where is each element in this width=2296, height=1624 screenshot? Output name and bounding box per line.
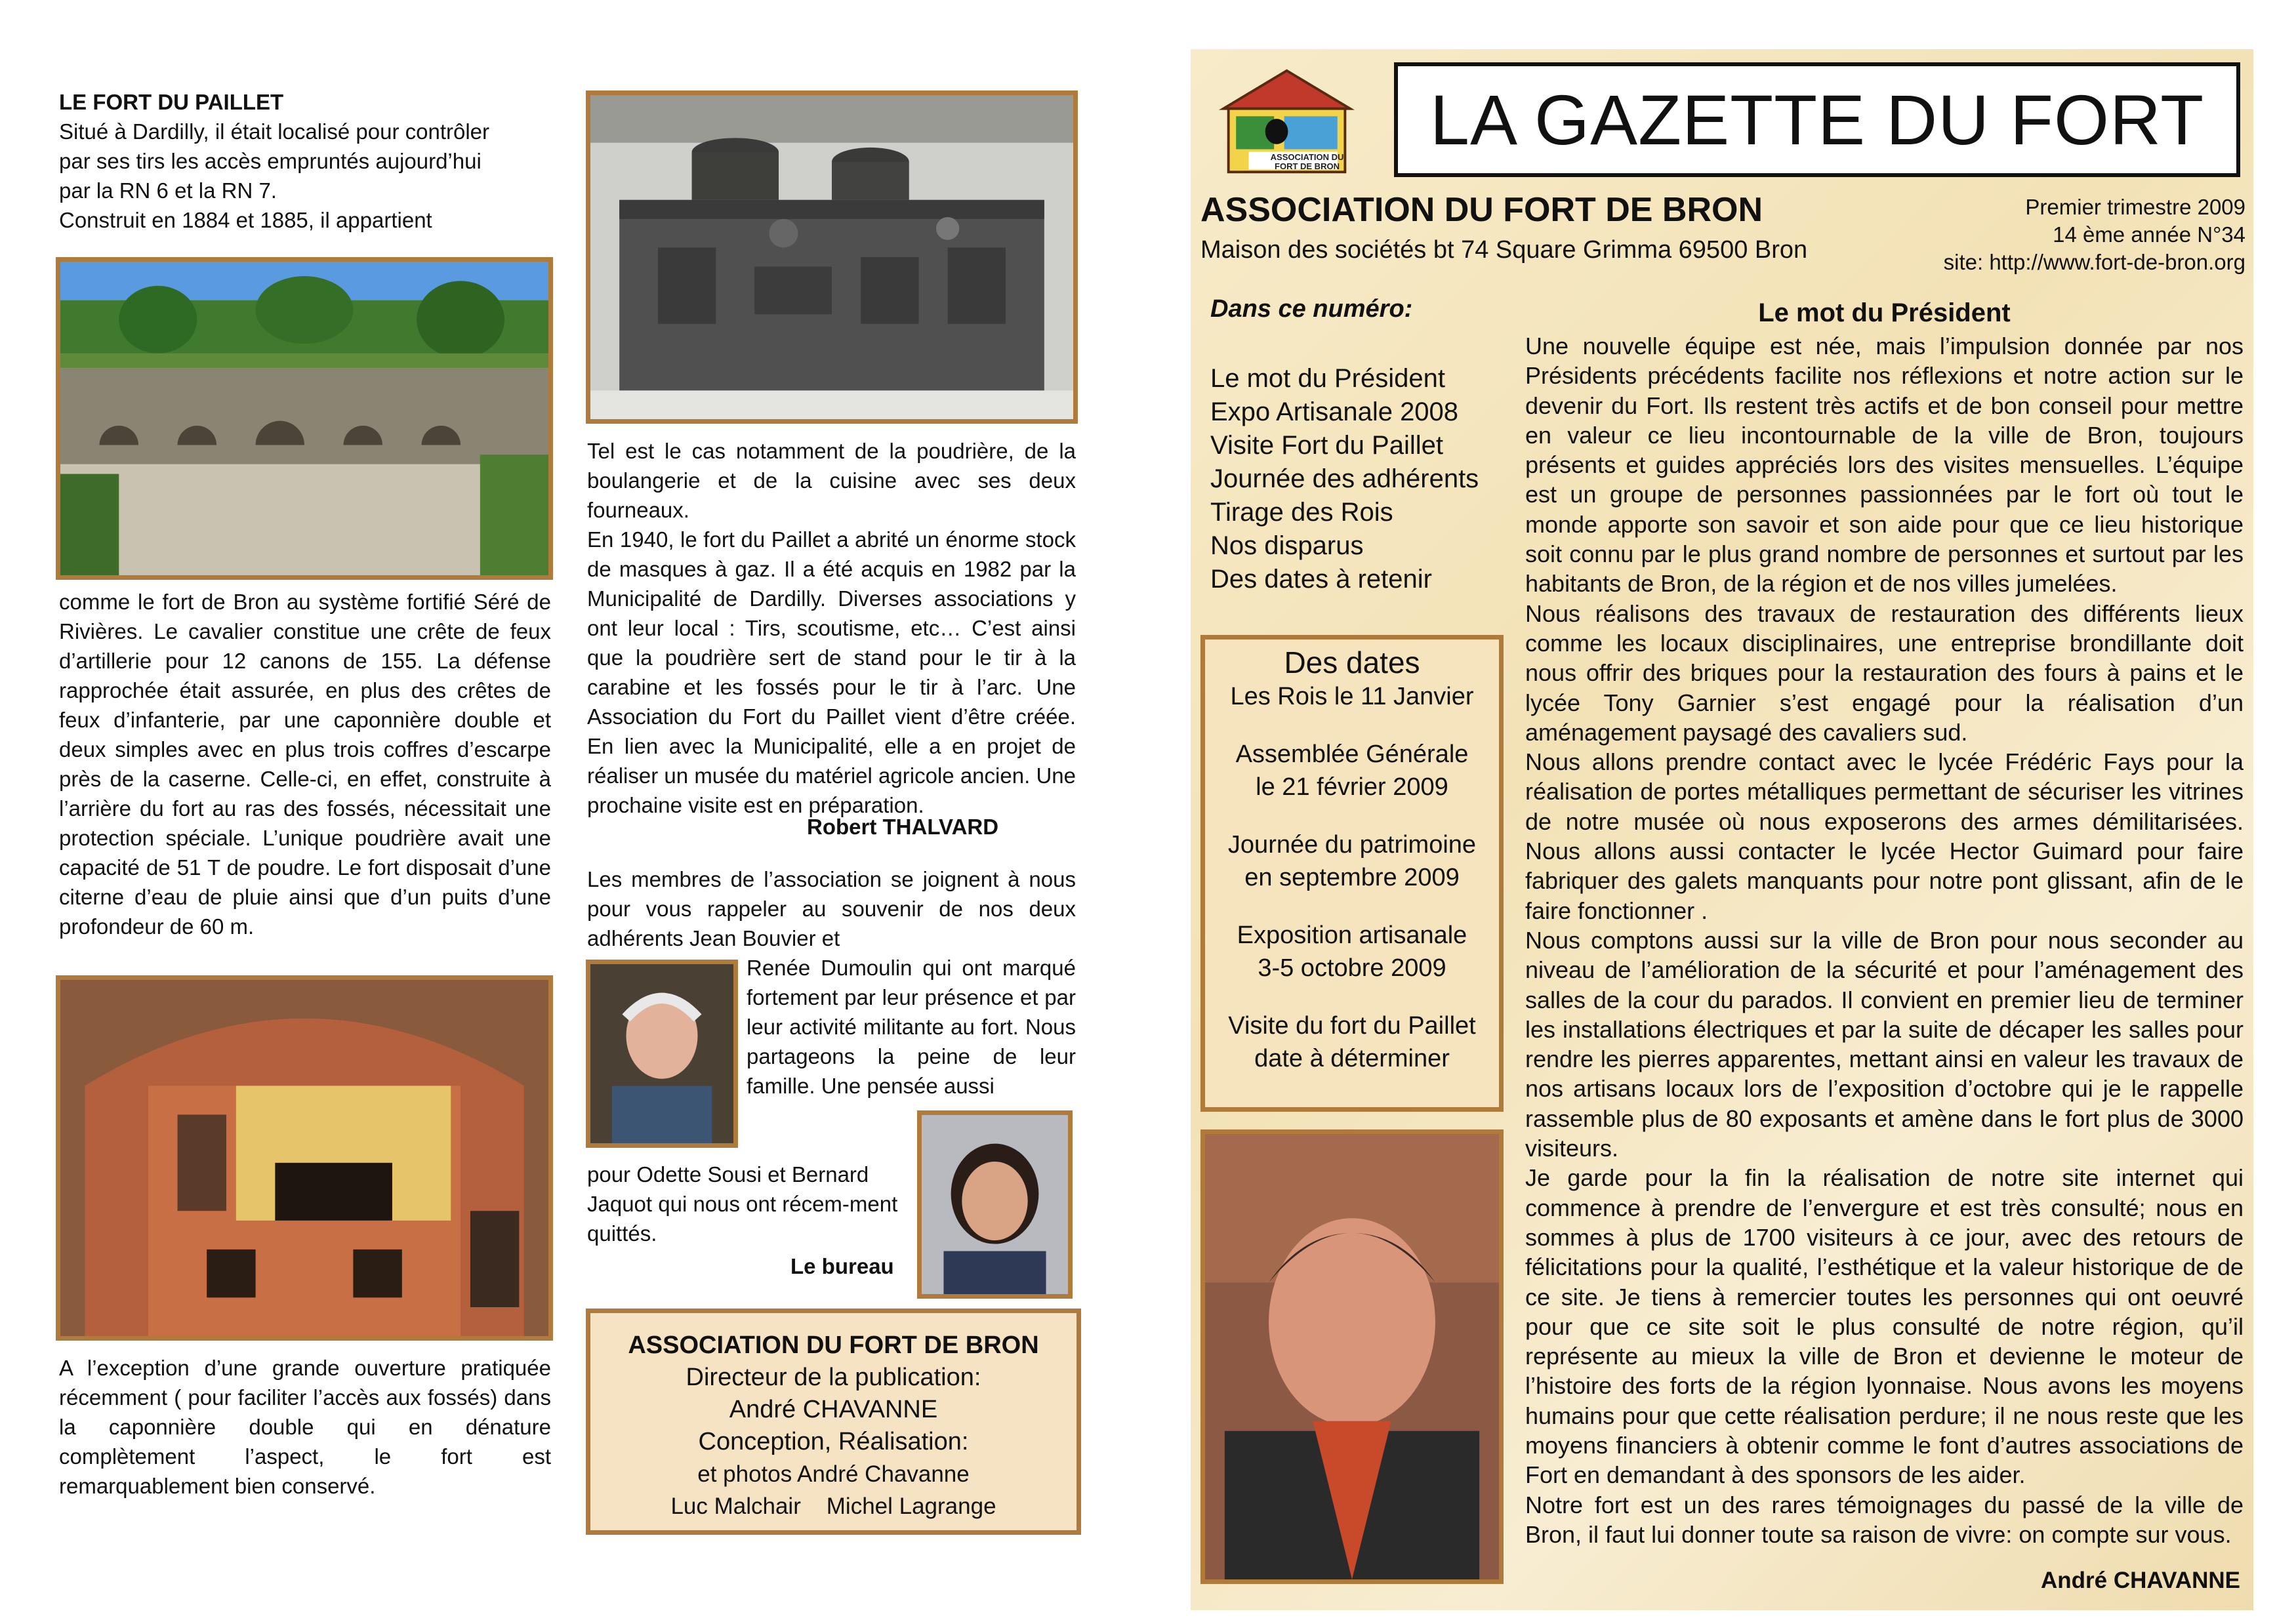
logo-caption: ASSOCIATION DU FORT DE BRON <box>1270 152 1344 171</box>
gazette-title: LA GAZETTE DU FORT <box>1429 80 2205 159</box>
portrait-odette-sousi <box>917 1110 1073 1299</box>
credits-line: Directeur de la publication: <box>686 1364 981 1391</box>
site-url: site: http://www.fort-de-bron.org <box>1943 250 2245 274</box>
date-entry: Visite du fort du Paillet <box>1228 1012 1476 1040</box>
issue-period: Premier trimestre 2009 <box>2025 195 2245 219</box>
date-entry: Assemblée Générale <box>1235 741 1469 768</box>
middle-text-b: En 1940, le fort du Paillet a abrité un énorme stock de masques à gaz. Il a été acquis en 1982 par la Municipalité de Dardilly. Diverses associations y ont leur local : Tirs, scoutisme, etc… C’est ainsi que la poudrière sert de stand pour le tir à la carabine et les fossés pour le tir à l’arc. Une Association du Fort du Paillet vient d’être créée. En lien avec la Municipalité, elle a en projet de réaliser un musée du matériel agricole ancien. Une prochaine visite est en préparation. <box>587 527 1076 817</box>
bakery-oven-photo <box>56 975 553 1341</box>
portrait-jean-bouvier <box>586 960 738 1148</box>
issue-info <box>1944 193 2245 276</box>
article-body: comme le fort de Bron au système fortifié Séré de Rivières. Le cavalier constitue une crête de feux d’artillerie pour 12 canons de 155. La défense rapprochée était assurée, en plus des crêtes de feux d’infanterie, par une caponnière double et deux simples avec en plus trois coffres d’escarpe près de la caserne. Celle-ci, en effet, construite à l’arrière du fort au ras des fossés, nécessitait une protection spéciale. L’unique poudrière avait une capacité de 51 T de poudre. Le fort disposait d’une citerne d’eau de pluie ainsi que d’un puits d’une profondeur de 60 m. <box>59 590 551 939</box>
left-column-top <box>59 87 551 235</box>
toc-title: Dans ce numéro: <box>1210 295 1413 323</box>
author-le-bureau: Le bureau <box>790 1254 894 1278</box>
author-robert-thalvard: Robert THALVARD <box>807 815 999 839</box>
president-paragraph: Je garde pour la fin la réalisation de notre site internet qui commence à prendre de l’envergure et est très consulté; nous en sommes à plus de 1700 visiteurs à ce jour, avec des retours de félicitations pour la qualité, l’esthétique et la valeur historique de de ce site. Je tiens à remercier toutes les personnes qui ont oeuvré pour que ce site soit le plus consulté de notre région, qu’il représente au mieux la ville de Bron et devienne le moteur de l’histoire des forts de la région lyonnaise. Nous avons les moyens humains pour que cette réalisation perdure; il ne nous reste que les moyens financiers à obtenir comme le font d’autres associations de Fort en demandant à des sponsors de les aider. <box>1525 1164 2244 1489</box>
association-name: ASSOCIATION DU FORT DE BRON <box>1200 191 1763 229</box>
kitchen-stove-photo <box>586 91 1078 424</box>
president-paragraph: Nous réalisons des travaux de restauration des différents lieux comme les locaux disciplinaires, une entreprise brondillante doit nous offrir des briques pour la restauration des fours à pains et le lycée Tony Garnier s’est engagé pour la réalisation d’un aménagement paysagé des cavaliers sud. <box>1525 599 2244 746</box>
credits-line: Conception, Réalisation: <box>698 1428 969 1455</box>
date-entry: Les Rois le 11 Janvier <box>1230 683 1474 710</box>
president-paragraph: Notre fort est un des rares témoignages du passé de la ville de Bron, il faut lui donner toute sa raison de vivre: on compte sur vous. <box>1525 1491 2244 1548</box>
toc-item: Journée des adhérents <box>1210 464 1479 493</box>
portrait-andre-chavanne <box>1200 1129 1504 1584</box>
credits-assoc: ASSOCIATION DU FORT DE BRON <box>628 1331 1039 1359</box>
toc-item: Tirage des Rois <box>1210 498 1393 527</box>
middle-text-a: Tel est le cas notamment de la poudrière, de la boulangerie et de la cuisine avec ses deux fourneaux. <box>587 439 1076 522</box>
intro-line: Situé à Dardilly, il était localisé pour contrôler <box>59 119 490 144</box>
memorial-text-side: Renée Dumoulin qui ont marqué fortement par leur présence et par leur activité militante au fort. Nous partageons la peine de leur famille. Une pensée aussi <box>747 956 1076 1098</box>
fort-facade-photo <box>56 257 553 580</box>
credits-box <box>586 1309 1081 1535</box>
president-paragraph: Nous comptons aussi sur la ville de Bron pour nous seconder au niveau de l’amélioration de la sécurité et pour l’aménagement des salles de la cour du parados. Il convient en premier lieu de terminer les installations électriques et par la suite de décaper les salles pour rendre les pierres apparentes, mettant ainsi en valeur les travaux de nos artisans locaux lors de l’exposition d’octobre qui je le rappelle rassemble plus de 80 exposants et amène dans le fort plus de 3000 visiteurs. <box>1525 926 2244 1162</box>
article-heading: LE FORT DU PAILLET <box>59 90 284 114</box>
toc-item: Nos disparus <box>1210 531 1364 560</box>
toc-list <box>1210 362 1479 596</box>
intro-line: Construit en 1884 et 1885, il appartient <box>59 208 432 232</box>
president-title: Le mot du Président <box>1758 298 2011 327</box>
article-end: A l’exception d’une grande ouverture pratiquée récemment ( pour faciliter l’accès aux fossés) dans la caponnière double qui en dénature complètement l’aspect, le fort est remarquablement bien conservé. <box>59 1356 551 1498</box>
date-entry: Journée du patrimoine <box>1227 831 1477 859</box>
president-article <box>1525 331 2244 1549</box>
intro-line: par la RN 6 et la RN 7. <box>59 178 277 203</box>
dates-box <box>1200 635 1504 1112</box>
dates-title: Des dates <box>1284 645 1420 680</box>
date-entry: le 21 février 2009 <box>1256 773 1448 801</box>
date-entry: en septembre 2009 <box>1244 864 1460 891</box>
toc-item: Expo Artisanale 2008 <box>1210 397 1459 426</box>
credits-line: André CHAVANNE <box>729 1396 938 1423</box>
issue-number: 14 ème année N°34 <box>2053 222 2245 247</box>
president-signature: André CHAVANNE <box>2041 1568 2240 1593</box>
toc-item: Des dates à retenir <box>1210 565 1432 594</box>
credits-line: Luc Malchair Michel Lagrange <box>670 1493 996 1519</box>
toc-item: Visite Fort du Paillet <box>1210 431 1443 460</box>
memorial-text-end: pour Odette Sousi et Bernard Jaquot qui nous ont récem-ment quittés. <box>587 1162 898 1246</box>
toc-item: Le mot du Président <box>1210 364 1445 393</box>
memorial-text-top: Les membres de l’association se joignent à nous pour vous rappeler au souvenir de nos deux adhérents Jean Bouvier et <box>587 867 1076 950</box>
date-entry: 3-5 octobre 2009 <box>1258 954 1446 982</box>
date-entry: date à déterminer <box>1254 1045 1450 1072</box>
date-entry: Exposition artisanale <box>1237 922 1467 949</box>
intro-line: par ses tirs les accès empruntés aujourd’hui <box>59 149 482 173</box>
president-paragraph: Une nouvelle équipe est née, mais l’impulsion donnée par nos Présidents précédents facilite nos réflexions et notre action sur le devenir du Fort. Ils restent très actifs et de bon conseil pour mettre en valeur ce lieu incontournable de la ville de Bron, toujours présents et guides appréciés lors des visites mensuelles. L’équipe est un groupe de personnes passionnées par le fort où tout le monde apporte son savoir et son aide pour que ce lieu historique soit connu par le plus grand nombre de personnes et surtout par les habitants de Bron, de la région et de nos villes jumelées. <box>1525 333 2244 598</box>
president-paragraph: Nous allons prendre contact avec le lycée Frédéric Fays pour la réalisation de portes métalliques permettant de sécuriser les vitrines de notre musée où nous exposerons des armes démilitarisées. Nous allons aussi contacter le lycée Hector Guimard pour faire fabriquer des galets manquants pour notre pont glissant, afin de le faire fonctionner . <box>1525 748 2244 924</box>
association-logo <box>1210 66 1363 177</box>
gazette-title-box <box>1394 62 2240 177</box>
association-address: Maison des sociétés bt 74 Square Grimma 69500 Bron <box>1200 236 1808 264</box>
credits-line: et photos André Chavanne <box>697 1461 970 1487</box>
